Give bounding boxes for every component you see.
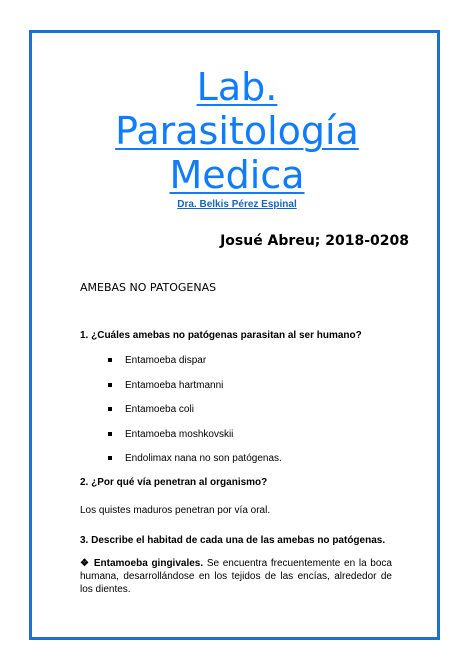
list-item-text: Entamoeba dispar (125, 355, 207, 366)
list-item (108, 429, 282, 454)
list-item-text: Endolimax nana no son patógenas. (125, 453, 282, 464)
student-info: Josué Abreu; 2018-0208 (220, 233, 409, 249)
title-line-1: Lab. (196, 65, 278, 109)
list-item-text: Entamoeba coli (125, 404, 194, 415)
answer-2: Los quistes maduros penetran por vía oral. (80, 505, 271, 516)
list-item (108, 355, 282, 380)
title-line-3: Medica (169, 153, 305, 197)
section-title: AMEBAS NO PATOGENAS (80, 281, 217, 294)
square-bullet-icon (108, 456, 112, 460)
square-bullet-icon (108, 383, 112, 387)
list-item-text: Entamoeba moshkovskii (125, 428, 234, 440)
square-bullet-icon (108, 432, 112, 436)
list-item (108, 380, 282, 405)
square-bullet-icon (108, 407, 112, 411)
question-1: 1. ¿Cuáles amebas no patógenas parasitan al ser humano? (80, 330, 362, 341)
question-2: 2. ¿Por qué vía penetran al organismo? (80, 477, 268, 488)
question-3: 3. Describe el habitad de cada una de las amebas no patógenas. (80, 535, 386, 546)
diamond-bullet-icon: ❖ (80, 558, 90, 569)
title-line-2: Parasitología (115, 109, 359, 153)
answer-3-term: Entamoeba gingivales. (93, 558, 204, 569)
q1-list (108, 355, 282, 478)
author-name: Dra. Belkis Pérez Espinal (177, 199, 297, 210)
list-item-text: Entamoeba hartmanni (125, 379, 224, 391)
list-item (108, 453, 282, 478)
answer-3 (80, 557, 392, 596)
list-item (108, 404, 282, 429)
answer-3-text: Se encuentra frecuentemente en la boca humana, desarrollándose en los tejidos de las encías, alrededor de los dientes. (80, 558, 392, 595)
square-bullet-icon (108, 358, 112, 362)
